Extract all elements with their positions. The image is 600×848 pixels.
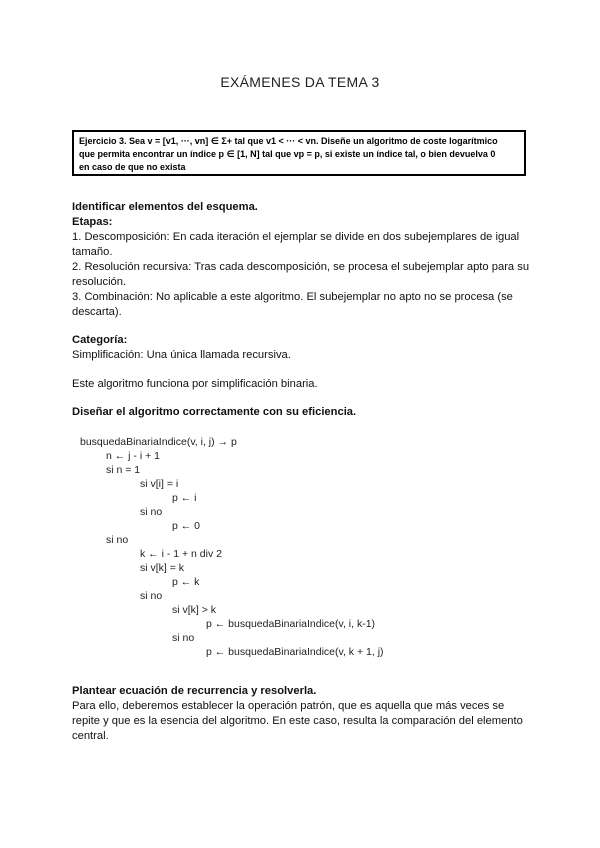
exercise-line: en caso de que no exista: [79, 162, 186, 172]
code-line: busquedaBinariaIndice(v, i, j) → p: [80, 436, 237, 448]
step-3-line: 3. Combinación: No aplicable a este algoritmo. El subejemplar no apto no se procesa (se: [72, 291, 513, 303]
step-1-line: 1. Descomposición: En cada iteración el ejemplar se divide en dos subejemplares de igual: [72, 231, 520, 243]
step-2-line-cont: resolución.: [72, 276, 127, 288]
code-line: si n = 1: [106, 464, 141, 476]
step-3-line-cont: descarta).: [72, 306, 122, 318]
code-line: p ← k: [172, 576, 200, 588]
exercise-line: Ejercicio 3. Sea v = [v1, ···, vn] ∈ Σ+ tal que v1 < ··· < vn. Diseñe un algoritmo de coste logarítmico: [79, 136, 498, 146]
recurrence-paragraph-line: repite y que es la esencia del algoritmo. En este caso, resulta la comparación del elemento: [72, 715, 523, 727]
step-1-line-cont: tamaño.: [72, 246, 113, 258]
code-line: si v[k] > k: [172, 604, 217, 616]
section-heading-recurrence: Plantear ecuación de recurrencia y resolverla.: [72, 685, 317, 697]
code-line: p ← 0: [172, 520, 201, 532]
code-line: si no: [172, 632, 195, 644]
code-line: si v[k] = k: [140, 562, 185, 574]
exercise-line: que permita encontrar un índice p ∈ [1, N] tal que vp = p, si existe un índice tal, o bien devuelva 0: [79, 149, 496, 159]
code-line: k ← i - 1 + n div 2: [140, 548, 222, 560]
exercise-statement-box: [72, 130, 526, 176]
step-2-line: 2. Resolución recursiva: Tras cada descomposición, se procesa el subejemplar apto para su: [72, 261, 530, 273]
recurrence-paragraph-line: Para ello, deberemos establecer la operación patrón, que es aquella que más veces se: [72, 700, 505, 712]
section-heading-identify: Identificar elementos del esquema.: [72, 201, 258, 213]
code-line: p ← busquedaBinariaIndice(v, k + 1, j): [206, 646, 384, 658]
categoria-label: Categoría:: [72, 334, 128, 346]
code-line: si no: [106, 534, 129, 546]
code-line: n ← j - i + 1: [106, 450, 160, 462]
code-line: p ← busquedaBinariaIndice(v, i, k-1): [206, 618, 376, 630]
categoria-text: Simplificación: Una única llamada recursiva.: [72, 349, 291, 361]
code-line: si v[i] = i: [140, 478, 179, 490]
recurrence-paragraph-line: central.: [72, 730, 109, 742]
code-line: p ← i: [172, 492, 197, 504]
algorithm-note: Este algoritmo funciona por simplificación binaria.: [72, 378, 318, 390]
code-line: si no: [140, 506, 163, 518]
code-line: si no: [140, 590, 163, 602]
section-heading-design: Diseñar el algoritmo correctamente con su eficiencia.: [72, 406, 357, 418]
page-title: EXÁMENES DA TEMA 3: [220, 74, 380, 90]
etapas-label: Etapas:: [72, 216, 113, 228]
